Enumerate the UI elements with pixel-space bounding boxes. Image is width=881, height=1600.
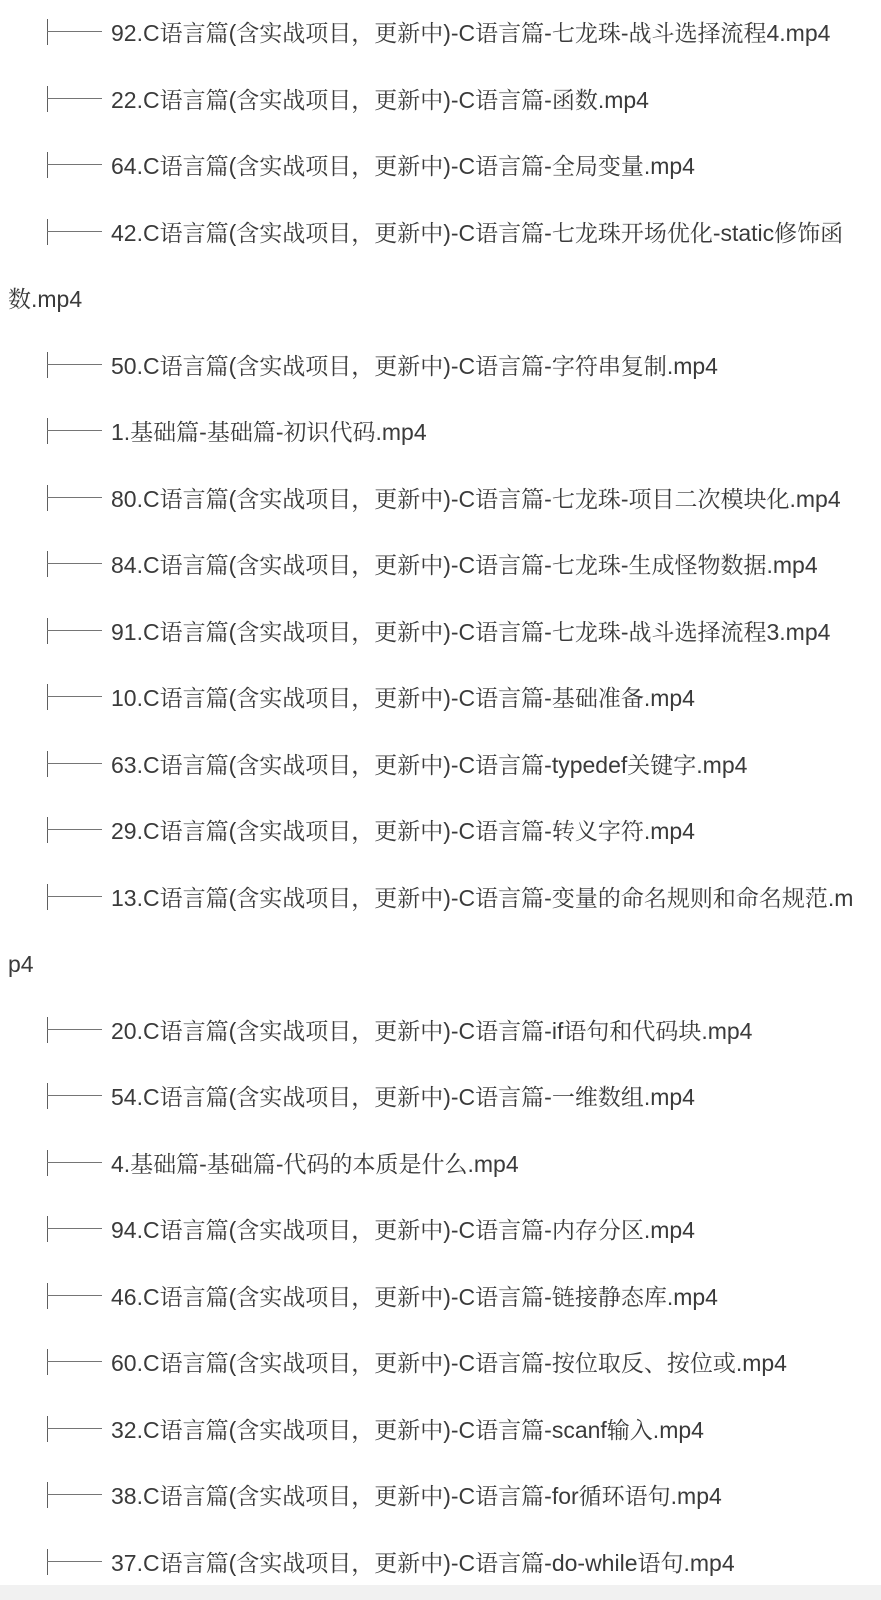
tree-branch-icon [36, 884, 102, 910]
tree-branch-icon [36, 1482, 102, 1508]
file-row [8, 0, 861, 67]
tree-branch-icon [36, 152, 102, 178]
tree-branch-icon [36, 1150, 102, 1176]
file-row [8, 466, 861, 533]
file-name: 91.C语言篇(含实战项目，更新中)-C语言篇-七龙珠-战斗选择流程3.mp4 [111, 618, 831, 645]
file-row [8, 1197, 861, 1264]
file-row [8, 67, 861, 134]
file-name: 1.基础篇-基础篇-初识代码.mp4 [111, 419, 427, 445]
tree-branch-icon [36, 1017, 102, 1043]
tree-branch-icon [36, 19, 102, 45]
tree-branch-icon [36, 1416, 102, 1442]
tree-branch-icon [36, 1349, 102, 1375]
file-row [8, 1330, 861, 1397]
file-row [8, 200, 861, 333]
file-name: 94.C语言篇(含实战项目，更新中)-C语言篇-内存分区.mp4 [111, 1217, 695, 1243]
file-name: 42.C语言篇(含实战项目，更新中)-C语言篇-七龙珠开场优化-static修饰函数.mp4 [8, 219, 844, 312]
file-name: 46.C语言篇(含实战项目，更新中)-C语言篇-链接静态库.mp4 [111, 1283, 718, 1310]
file-row [8, 1264, 861, 1331]
tree-branch-icon [36, 1283, 102, 1309]
file-row [8, 399, 861, 466]
file-name: 32.C语言篇(含实战项目，更新中)-C语言篇-scanf输入.mp4 [111, 1416, 704, 1443]
file-name: 29.C语言篇(含实战项目，更新中)-C语言篇-转义字符.mp4 [111, 818, 695, 844]
tree-branch-icon [36, 418, 102, 444]
file-row [8, 599, 861, 666]
file-row [8, 333, 861, 400]
tree-branch-icon [36, 219, 102, 245]
file-row [8, 865, 861, 998]
file-name: 20.C语言篇(含实战项目，更新中)-C语言篇-if语句和代码块.mp4 [111, 1017, 753, 1044]
tree-branch-icon [36, 1083, 102, 1109]
file-name: 4.基础篇-基础篇-代码的本质是什么.mp4 [111, 1150, 519, 1177]
file-name: 64.C语言篇(含实战项目，更新中)-C语言篇-全局变量.mp4 [111, 153, 695, 179]
file-row [8, 532, 861, 599]
file-row [8, 998, 861, 1065]
tree-branch-icon [36, 1216, 102, 1242]
tree-branch-icon [36, 485, 102, 511]
tree-branch-icon [36, 352, 102, 378]
file-row [8, 798, 861, 865]
file-name: 37.C语言篇(含实战项目，更新中)-C语言篇-do-while语句.mp4 [111, 1549, 735, 1576]
tree-branch-icon [36, 751, 102, 777]
file-name: 84.C语言篇(含实战项目，更新中)-C语言篇-七龙珠-生成怪物数据.mp4 [111, 552, 818, 578]
file-name: 54.C语言篇(含实战项目，更新中)-C语言篇-一维数组.mp4 [111, 1084, 695, 1110]
file-name: 63.C语言篇(含实战项目，更新中)-C语言篇-typedef关键字.mp4 [111, 751, 748, 778]
tree-branch-icon [36, 1549, 102, 1575]
tree-branch-icon [36, 618, 102, 644]
file-row [8, 1463, 861, 1530]
file-name: 22.C语言篇(含实战项目，更新中)-C语言篇-函数.mp4 [111, 86, 649, 113]
file-name: 80.C语言篇(含实战项目，更新中)-C语言篇-七龙珠-项目二次模块化.mp4 [111, 485, 841, 512]
file-row [8, 1131, 861, 1198]
tree-branch-icon [36, 817, 102, 843]
file-name: 60.C语言篇(含实战项目，更新中)-C语言篇-按位取反、按位或.mp4 [111, 1350, 787, 1376]
file-row [8, 732, 861, 799]
file-row [8, 1397, 861, 1464]
file-name: 92.C语言篇(含实战项目，更新中)-C语言篇-七龙珠-战斗选择流程4.mp4 [111, 20, 831, 46]
tree-branch-icon [36, 551, 102, 577]
bottom-bar [0, 1585, 881, 1600]
file-row [8, 665, 861, 732]
file-name: 38.C语言篇(含实战项目，更新中)-C语言篇-for循环语句.mp4 [111, 1483, 722, 1509]
file-name: 13.C语言篇(含实战项目，更新中)-C语言篇-变量的命名规则和命名规范.mp4 [8, 884, 854, 977]
file-row [8, 1064, 861, 1131]
file-name: 50.C语言篇(含实战项目，更新中)-C语言篇-字符串复制.mp4 [111, 352, 718, 379]
file-name: 10.C语言篇(含实战项目，更新中)-C语言篇-基础准备.mp4 [111, 685, 695, 711]
file-row [8, 133, 861, 200]
tree-branch-icon [36, 684, 102, 710]
tree-branch-icon [36, 86, 102, 112]
